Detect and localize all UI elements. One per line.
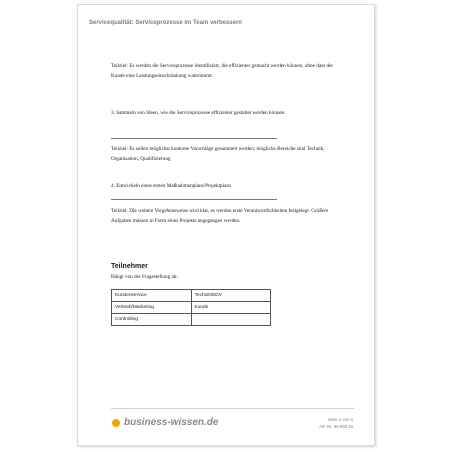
- participants-subtitle: Hängt von der Fragestellung ab:: [111, 274, 178, 280]
- page-header: Servicequalität: Serviceprozesse im Team verbessern: [89, 20, 242, 26]
- document-page: [77, 4, 375, 446]
- brand-logo: business-wissen.de: [124, 417, 219, 428]
- table-cell: Vertrieb/Marketing: [112, 302, 192, 314]
- step-paragraph: Teilziel: Es werden die Serviceprozesse identifiziert, die effizienter gemacht werden können, ohne dass der Kunde eine Leistungseinschränkung wahrnimmt.: [111, 63, 334, 79]
- table-cell: Kundenservice: [112, 290, 192, 302]
- table-row: [112, 302, 271, 314]
- logo-dot-icon: [112, 419, 120, 427]
- article-number: Art.-Nr. 99.998.16: [319, 424, 353, 429]
- footer-divider: [111, 408, 354, 409]
- table-cell: [191, 314, 271, 326]
- table-row: [112, 314, 271, 326]
- table-cell: Controlling: [112, 314, 192, 326]
- divider-line: [111, 199, 277, 200]
- footer-meta: [303, 416, 353, 430]
- step-paragraph: Teilziel: Die weitere Vorgehensweise wird klar, es werden erste Verantwortlichkeiten festgelegt. Größere Aufgaben müssen in Form eines Projekts angegangen werden.: [111, 208, 329, 224]
- step-paragraph: 4. Entwickeln eines ersten Maßnahmenplans/Projektplans: [111, 183, 232, 189]
- table-cell: Kunde: [191, 302, 271, 314]
- step-paragraph: Teilziel: Es sollen möglichst konkrete Vorschläge gesammelt werden; mögliche Bereiche sind Technik, Organisation, Qualifizierung: [111, 146, 325, 162]
- step-paragraph: 3. Sammeln von Ideen, wie die Serviceprozesse effizienter gestaltet werden können.: [111, 110, 286, 116]
- table-row: [112, 290, 271, 302]
- divider-line: [111, 138, 277, 139]
- participants-heading: Teilnehmer: [111, 263, 148, 270]
- table-cell: Technik/EDV: [191, 290, 271, 302]
- participants-table: [111, 289, 271, 326]
- page-number: Seite 2 von 6: [327, 417, 353, 422]
